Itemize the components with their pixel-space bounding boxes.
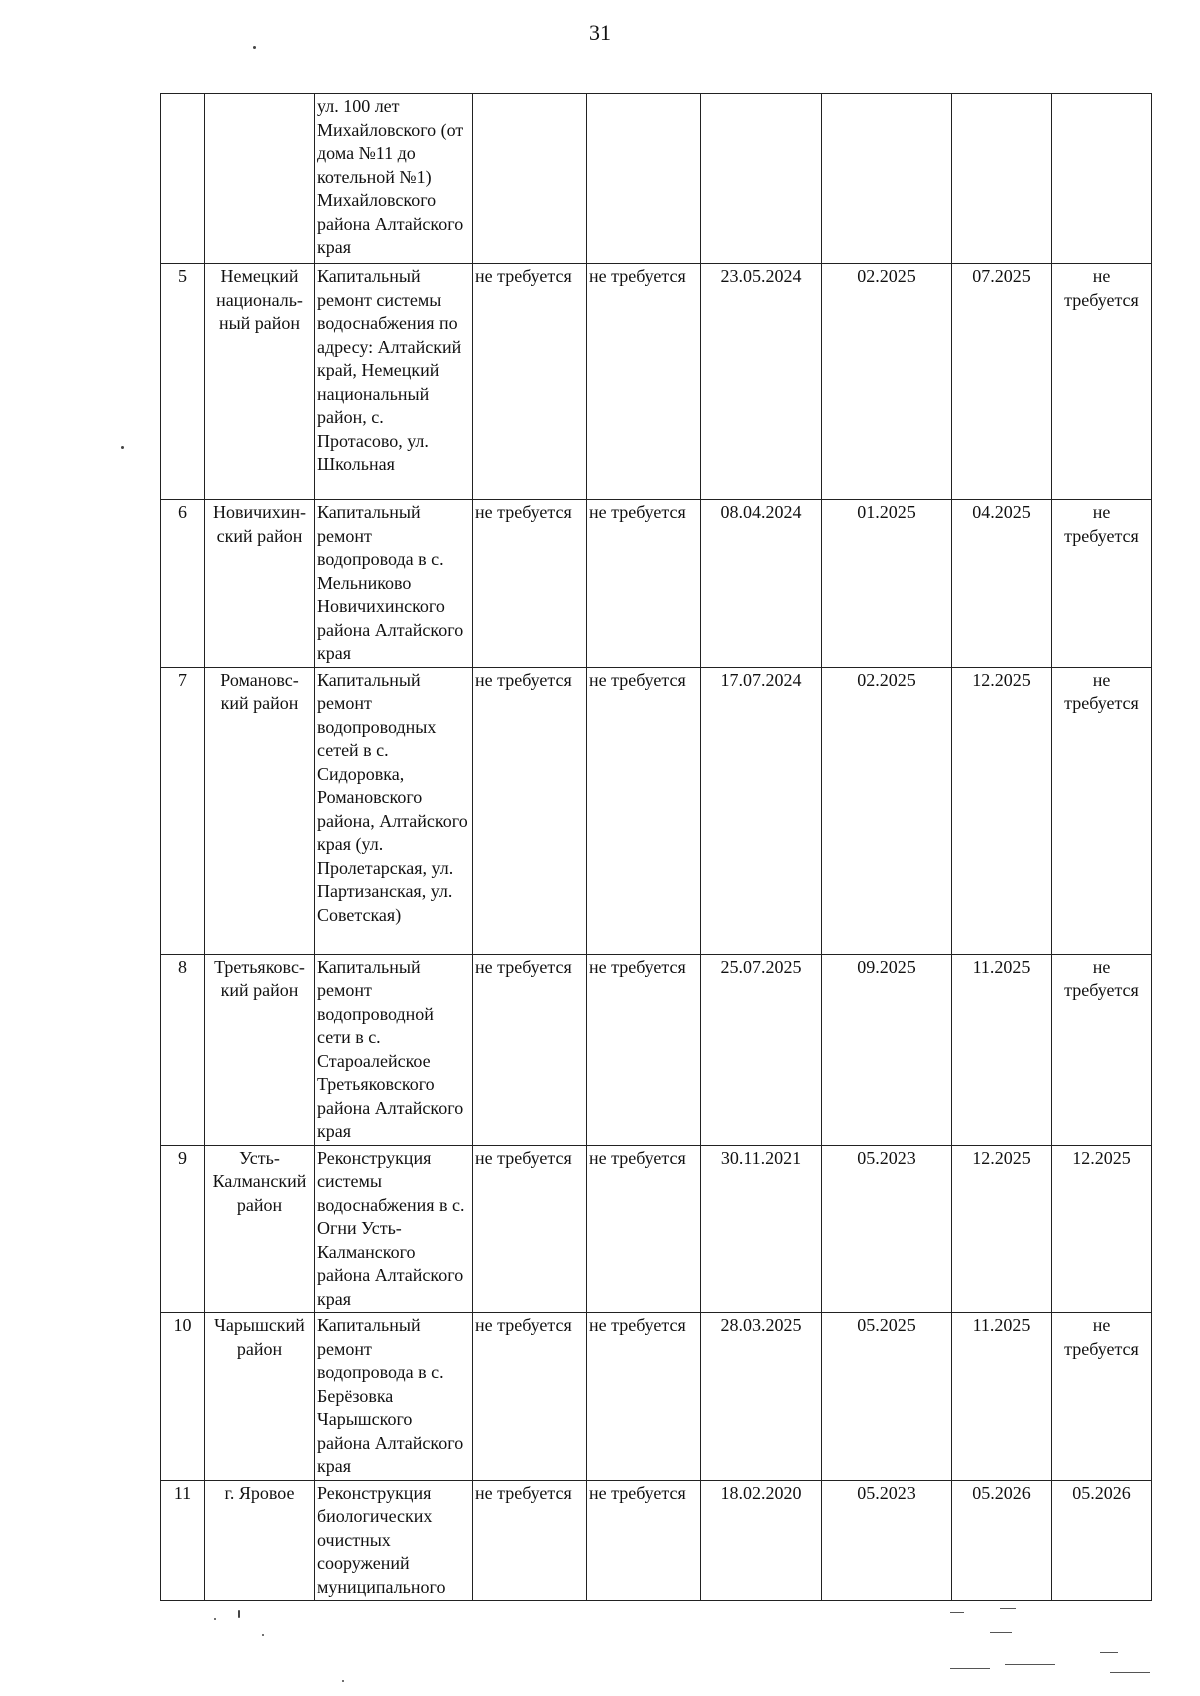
- final-date-cell: не требуется: [1052, 500, 1152, 668]
- table-row: [161, 500, 1152, 668]
- work-start-cell: 02.2025: [822, 667, 952, 954]
- scan-mark: [1000, 1608, 1016, 1609]
- expertise-cell: не требуется: [587, 667, 701, 954]
- final-date-cell: 12.2025: [1052, 1145, 1152, 1313]
- table-row: [161, 94, 1152, 264]
- expertise-cell: не требуется: [587, 500, 701, 668]
- row-number: 6: [161, 500, 205, 668]
- work-end-cell: 12.2025: [952, 667, 1052, 954]
- district-cell: Романовс-кий район: [205, 667, 315, 954]
- work-start-cell: 01.2025: [822, 500, 952, 668]
- design-docs-cell: не требуется: [473, 264, 587, 500]
- table-row: [161, 954, 1152, 1145]
- scan-speck: [342, 1680, 344, 1682]
- design-docs-cell: не требуется: [473, 1313, 587, 1481]
- row-number: [161, 94, 205, 264]
- scan-speck: [121, 446, 124, 449]
- work-end-cell: 11.2025: [952, 1313, 1052, 1481]
- district-cell: Третьяковс-кий район: [205, 954, 315, 1145]
- work-start-cell: 02.2025: [822, 264, 952, 500]
- work-end-cell: 04.2025: [952, 500, 1052, 668]
- work-end-cell: 05.2026: [952, 1480, 1052, 1601]
- row-number: 10: [161, 1313, 205, 1481]
- agreement-date-cell: 30.11.2021: [701, 1145, 822, 1313]
- work-start-cell: 09.2025: [822, 954, 952, 1145]
- row-number: 11: [161, 1480, 205, 1601]
- work-start-cell: 05.2025: [822, 1313, 952, 1481]
- row-number: 5: [161, 264, 205, 500]
- scan-mark: [1005, 1664, 1055, 1665]
- final-date-cell: не требуется: [1052, 264, 1152, 500]
- scan-mark: [1110, 1672, 1150, 1673]
- final-date-cell: 05.2026: [1052, 1480, 1152, 1601]
- expertise-cell: не требуется: [587, 954, 701, 1145]
- agreement-date-cell: 08.04.2024: [701, 500, 822, 668]
- final-date-cell: не требуется: [1052, 667, 1152, 954]
- object-cell: Реконструкция системы водоснабжения в с. Огни Усть-Калманского района Алтайского края: [315, 1145, 473, 1313]
- work-end-cell: 11.2025: [952, 954, 1052, 1145]
- work-start-cell: 05.2023: [822, 1480, 952, 1601]
- scan-mark: [950, 1668, 990, 1669]
- work-start-cell: [822, 94, 952, 264]
- work-end-cell: 12.2025: [952, 1145, 1052, 1313]
- design-docs-cell: не требуется: [473, 1480, 587, 1601]
- table-row: [161, 1145, 1152, 1313]
- agreement-date-cell: [701, 94, 822, 264]
- scan-speck: [214, 1618, 216, 1620]
- design-docs-cell: не требуется: [473, 1145, 587, 1313]
- object-cell: Капитальный ремонт системы водоснабжения по адресу: Алтайский край, Немецкий национальный район, с. Протасово, ул. Школьная: [315, 264, 473, 500]
- district-cell: Чарышский район: [205, 1313, 315, 1481]
- district-cell: Новичихин-ский район: [205, 500, 315, 668]
- document-table: [160, 93, 1152, 1601]
- district-cell: г. Яровое: [205, 1480, 315, 1601]
- expertise-cell: [587, 94, 701, 264]
- page-number: 31: [589, 20, 611, 45]
- scan-mark: [950, 1612, 964, 1613]
- design-docs-cell: [473, 94, 587, 264]
- design-docs-cell: не требуется: [473, 500, 587, 668]
- work-end-cell: 07.2025: [952, 264, 1052, 500]
- agreement-date-cell: 28.03.2025: [701, 1313, 822, 1481]
- expertise-cell: не требуется: [587, 1313, 701, 1481]
- scan-mark: [990, 1632, 1012, 1633]
- scan-speck: [238, 1610, 240, 1618]
- object-cell: Реконструкция биологических очистных сооружений муниципального: [315, 1480, 473, 1601]
- object-cell: ул. 100 лет Михайловского (от дома №11 до котельной №1) Михайловского района Алтайского края: [315, 94, 473, 264]
- work-end-cell: [952, 94, 1052, 264]
- row-number: 8: [161, 954, 205, 1145]
- expertise-cell: не требуется: [587, 1480, 701, 1601]
- object-cell: Капитальный ремонт водопровода в с. Берёзовка Чарышского района Алтайского края: [315, 1313, 473, 1481]
- final-date-cell: не требуется: [1052, 954, 1152, 1145]
- table-row: [161, 264, 1152, 500]
- district-cell: Усть-Калманский район: [205, 1145, 315, 1313]
- scan-speck: [262, 1634, 264, 1636]
- scan-mark: [1100, 1652, 1118, 1653]
- agreement-date-cell: 18.02.2020: [701, 1480, 822, 1601]
- final-date-cell: [1052, 94, 1152, 264]
- final-date-cell: не требуется: [1052, 1313, 1152, 1481]
- expertise-cell: не требуется: [587, 264, 701, 500]
- table-row: [161, 667, 1152, 954]
- agreement-date-cell: 23.05.2024: [701, 264, 822, 500]
- work-start-cell: 05.2023: [822, 1145, 952, 1313]
- agreement-date-cell: 25.07.2025: [701, 954, 822, 1145]
- row-number: 9: [161, 1145, 205, 1313]
- object-cell: Капитальный ремонт водопроводной сети в с. Староалейское Третьяковского района Алтайского края: [315, 954, 473, 1145]
- district-cell: Немецкий националь-ный район: [205, 264, 315, 500]
- object-cell: Капитальный ремонт водопроводных сетей в с. Сидоровка, Романовского района, Алтайского края (ул. Пролетарская, ул. Партизанская, ул. Советская): [315, 667, 473, 954]
- expertise-cell: не требуется: [587, 1145, 701, 1313]
- table-row: [161, 1313, 1152, 1481]
- scan-speck: [253, 46, 256, 49]
- design-docs-cell: не требуется: [473, 667, 587, 954]
- agreement-date-cell: 17.07.2024: [701, 667, 822, 954]
- object-cell: Капитальный ремонт водопровода в с. Мельниково Новичихинского района Алтайского края: [315, 500, 473, 668]
- design-docs-cell: не требуется: [473, 954, 587, 1145]
- district-cell: [205, 94, 315, 264]
- table-row: [161, 1480, 1152, 1601]
- row-number: 7: [161, 667, 205, 954]
